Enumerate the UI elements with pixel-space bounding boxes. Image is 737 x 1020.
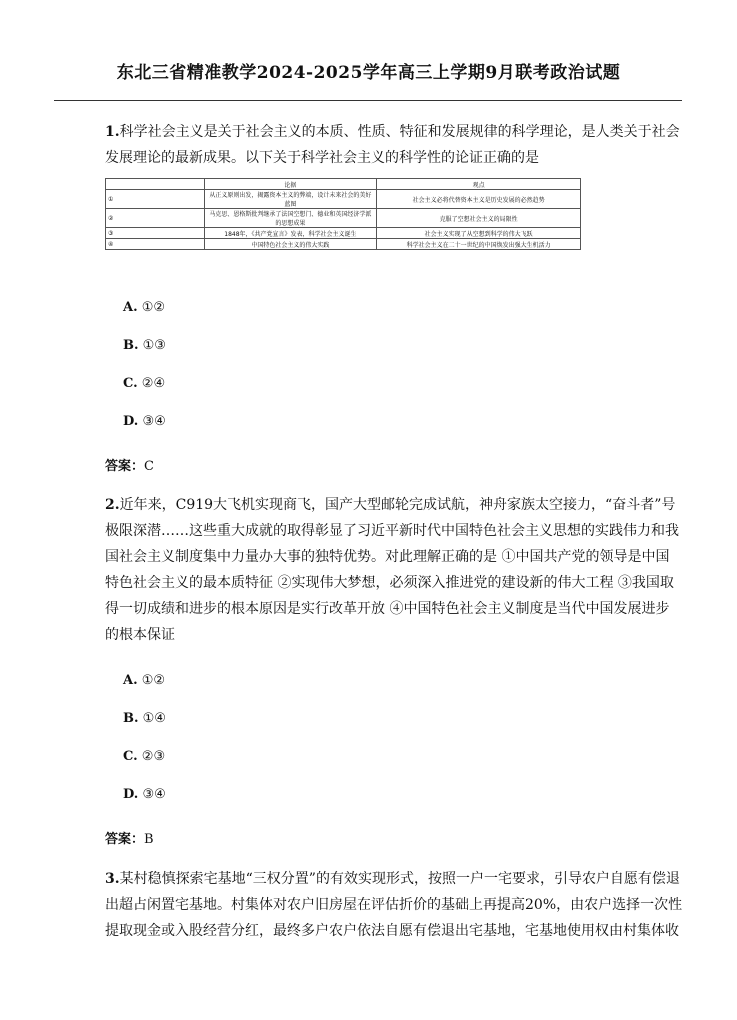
table-cell: 马克思、恩格斯批判继承了法国空想门、德业和英国经济学派的思想成果 (204, 209, 377, 228)
question-text-line: 某村稳慎探索宅基地“三权分置”的有效实现形式，按照一户一宅要求，引导农户自愿有偿退 (119, 871, 680, 887)
table-cell: 克服了空想社会主义的局限性 (377, 209, 581, 228)
table-row (106, 190, 581, 209)
option-letter: A. (123, 300, 138, 315)
table-header: 论据 (204, 179, 377, 190)
answer-label: 答案： (105, 459, 145, 474)
question-text-line: 发展理论的最新成果。以下关于科学社会主义的科学性的论证正确的是 (105, 150, 539, 166)
answer-1 (105, 455, 154, 474)
option-d[interactable] (123, 414, 166, 429)
question-text-line: 极限深潜……这些重大成就的取得彰显了习近平新时代中国特色社会主义思想的实践伟力和我 (105, 523, 679, 539)
table-row (106, 228, 581, 239)
argument-table (105, 178, 581, 250)
table-row (106, 209, 581, 228)
table-cell: 社会主义实现了从空想到科学的伟大飞跃 (377, 228, 581, 239)
option-text: ①④ (142, 711, 166, 726)
table-cell: 社会主义必将代替资本主义是历史发展的必然趋势 (377, 190, 581, 209)
option-text: ①③ (142, 338, 166, 353)
table-cell: ③ (106, 228, 205, 239)
table-cell: ④ (106, 239, 205, 250)
question-text-line: 近年来，C919大飞机实现商飞，国产大型邮轮完成试航，神舟家族太空接力，“奋斗者”号 (119, 497, 676, 513)
table-header: 观点 (377, 179, 581, 190)
question-number: 1. (105, 124, 120, 140)
option-letter: C. (123, 749, 138, 764)
question-text-line: 科学社会主义是关于社会主义的本质、性质、特征和发展规律的科学理论，是人类关于社会 (119, 124, 680, 140)
table-row (106, 239, 581, 250)
question-text-line: 出超占闲置宅基地。村集体对农户旧房屋在评估折价的基础上再提高20%，由农户选择一次性 (105, 897, 683, 913)
question-1-stem (105, 119, 685, 171)
table-cell: 中国特色社会主义的伟大实践 (204, 239, 377, 250)
answer-2 (105, 828, 154, 847)
option-letter: B. (123, 711, 139, 726)
table-cell: ② (106, 209, 205, 228)
option-text: ①② (141, 300, 166, 315)
table-cell: ① (106, 190, 205, 209)
question-2-stem (105, 492, 685, 648)
option-text: ②③ (141, 749, 166, 764)
table-header (106, 179, 205, 190)
option-b[interactable] (123, 711, 166, 726)
question-number: 3. (105, 871, 120, 887)
question-text-line: 国社会主义制度集中力量办大事的独特优势。对此理解正确的是 ①中国共产党的领导是中国 (105, 549, 670, 565)
option-a[interactable] (123, 673, 165, 688)
option-a[interactable] (123, 300, 165, 315)
option-letter: B. (123, 338, 139, 353)
table-cell: 从正义原则出发，揭露资本主义的弊端，设计未来社会的美好蓝图 (204, 190, 377, 209)
table-cell: 1848年，《共产党宣言》发表，科学社会主义诞生 (204, 228, 377, 239)
option-b[interactable] (123, 338, 166, 353)
table-header-row (106, 179, 581, 190)
table-cell: 科学社会主义在二十一世纪的中国焕发出强大生机活力 (377, 239, 581, 250)
answer-value: B (144, 832, 154, 847)
option-text: ①② (141, 673, 166, 688)
question-text-line: 特色社会主义的最本质特征 ②实现伟大梦想，必须深入推进党的建设新的伟大工程 ③我国取 (105, 575, 674, 591)
page-title: 东北三省精准教学2024-2025学年高三上学期9月联考政治试题 (116, 63, 621, 83)
question-text-line: 提取现金或入股经营分红，最终多户农户依法自愿有偿退出宅基地，宅基地使用权由村集体收 (105, 923, 679, 939)
option-text: ③④ (142, 787, 166, 802)
option-letter: D. (123, 414, 139, 429)
question-text-line: 的根本保证 (105, 627, 175, 643)
option-text: ③④ (142, 414, 166, 429)
question-3-stem (105, 866, 685, 944)
question-number: 2. (105, 497, 120, 513)
title-divider (54, 100, 682, 101)
option-text: ②④ (141, 376, 166, 391)
option-letter: D. (123, 787, 139, 802)
option-letter: C. (123, 376, 138, 391)
answer-label: 答案： (105, 832, 145, 847)
question-text-line: 得一切成绩和进步的根本原因是实行改革开放 ④中国特色社会主义制度是当代中国发展进步 (105, 601, 670, 617)
option-c[interactable] (123, 376, 165, 391)
answer-value: C (144, 459, 154, 474)
option-d[interactable] (123, 787, 166, 802)
option-letter: A. (123, 673, 138, 688)
option-c[interactable] (123, 749, 165, 764)
